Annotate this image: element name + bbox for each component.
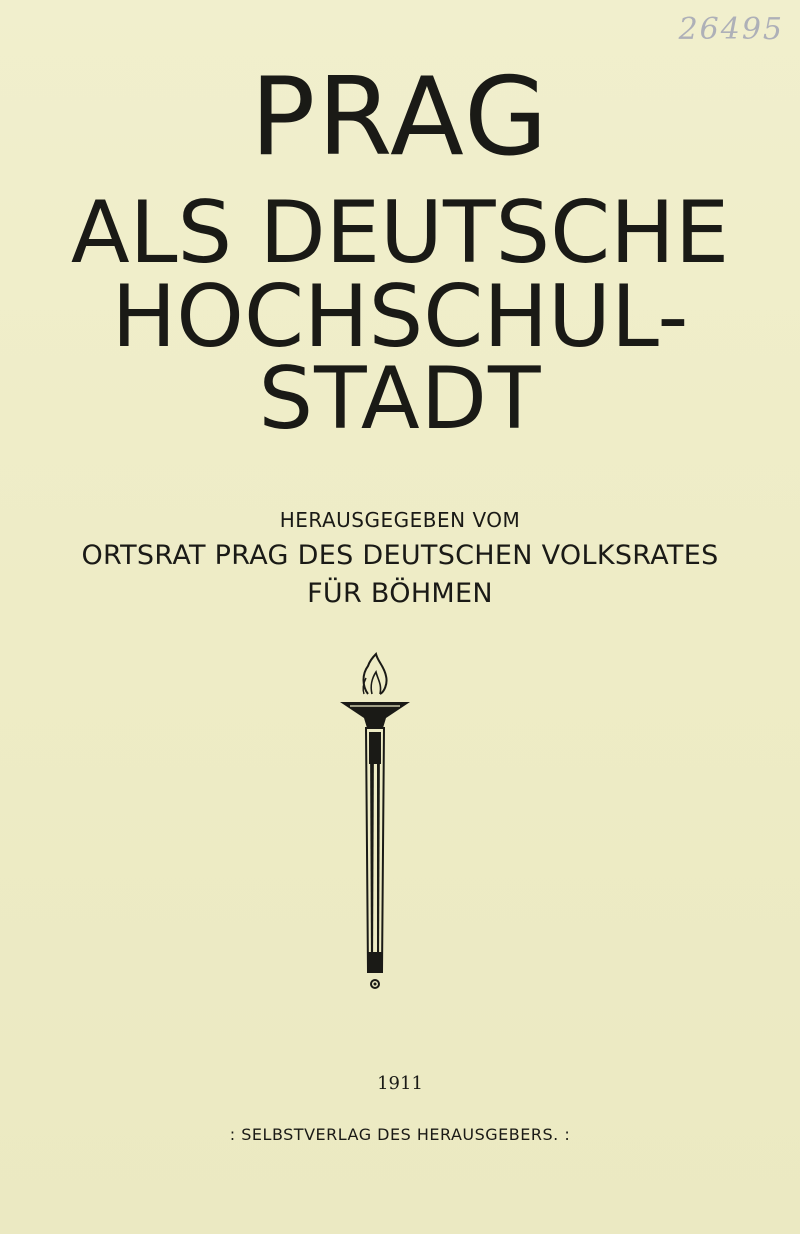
publisher-line: : SELBSTVERLAG DES HERAUSGEBERS. :	[229, 1125, 571, 1144]
title-line-hochschul: HOCHSCHUL-	[111, 267, 689, 367]
title-line-als-deutsche: ALS DEUTSCHE	[70, 183, 730, 283]
title-line-stadt: STADT	[258, 349, 542, 449]
handwritten-catalog-number: 26495	[678, 12, 784, 47]
subtitle-region: FÜR BÖHMEN	[307, 578, 493, 609]
torch-icon	[338, 652, 412, 992]
title-line-prag: PRAG	[250, 55, 550, 180]
subtitle-publisher-org: ORTSRAT PRAG DES DEUTSCHEN VOLKSRATES	[81, 540, 719, 571]
subtitle-intro: HERAUSGEGEBEN VOM	[279, 508, 521, 532]
publication-year: 1911	[377, 1073, 423, 1094]
